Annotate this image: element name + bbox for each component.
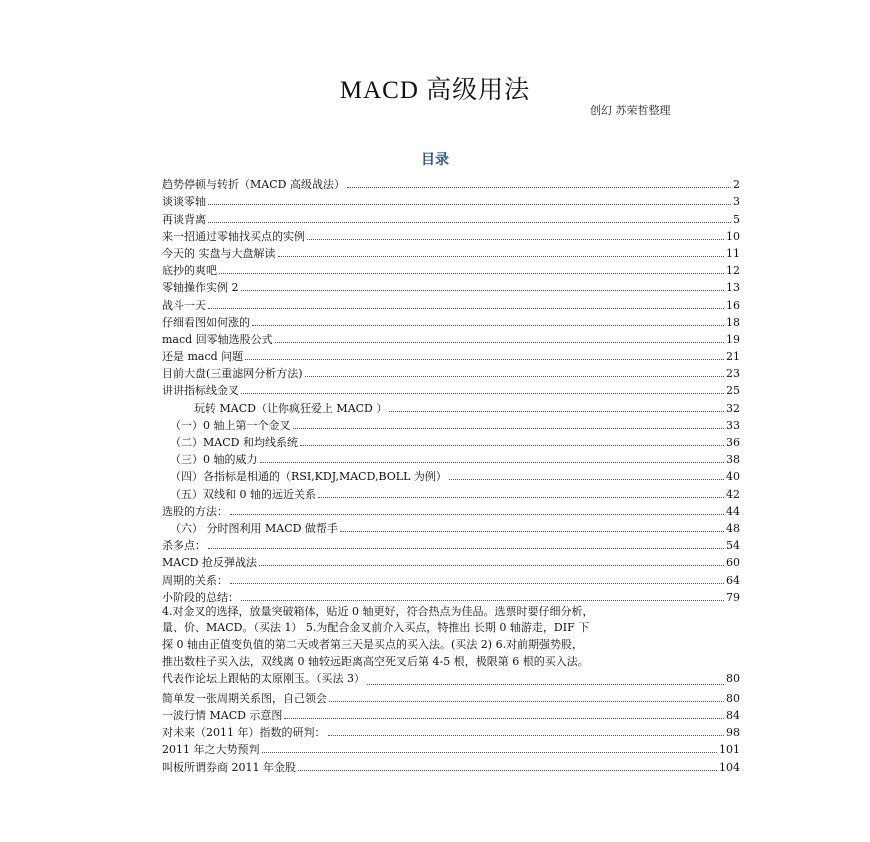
toc-entry-page: 11 (726, 246, 740, 260)
toc-entry-page: 16 (726, 298, 740, 312)
toc-entry[interactable] (162, 312, 740, 329)
toc-entry-title: 简单发一张周期关系图，自己领会 (162, 691, 327, 705)
toc-leader (262, 751, 718, 753)
toc-entry-page: 80 (726, 671, 740, 685)
toc-entry-title: 战斗一天 (162, 298, 206, 312)
toc-entry-title: 选股的方法： (162, 504, 228, 518)
toc-entry[interactable] (162, 483, 740, 500)
toc-entry[interactable] (162, 432, 740, 449)
toc-entry-page: 19 (726, 332, 740, 346)
table-of-contents (162, 174, 740, 774)
toc-entry[interactable] (162, 587, 740, 604)
toc-entry-title: 还是 macd 问题 (162, 350, 244, 364)
toc-entry[interactable] (162, 294, 740, 311)
toc-leader (252, 324, 724, 326)
toc-entry-title: 讲讲指标线金叉 (162, 384, 239, 398)
toc-entry-title: 小阶段的总结： (162, 590, 239, 604)
toc-leader (208, 203, 731, 205)
toc-entry-title: （六） 分时图利用 MACD 做帮手 (170, 521, 338, 535)
toc-entry[interactable] (162, 466, 740, 483)
toc-entry-page: 104 (719, 760, 740, 774)
toc-leader (208, 307, 724, 309)
toc-entry[interactable] (162, 739, 740, 756)
toc-entry-page: 38 (726, 453, 740, 467)
toc-leader (259, 564, 724, 566)
toc-leader (389, 410, 724, 412)
toc-leader (241, 392, 724, 394)
toc-entry[interactable] (162, 688, 740, 705)
author-line: 创幻 苏荣哲整理 (590, 104, 671, 117)
toc-entry[interactable] (162, 226, 740, 243)
toc-paragraph-entry[interactable] (162, 604, 740, 688)
toc-leader (230, 513, 724, 515)
toc-entry-title: 底抄的爽吧 (162, 264, 217, 278)
toc-entry[interactable] (162, 191, 740, 208)
toc-entry-title: 来一招通过零轴找买点的实例 (162, 229, 305, 243)
toc-entry[interactable] (162, 552, 740, 569)
toc-entry-title: （五）双线和 0 轴的远近关系 (170, 487, 316, 501)
toc-entry-page: 12 (726, 264, 740, 278)
toc-entry-title: 叫板所谓券商 2011 年金股 (162, 760, 296, 774)
toc-leader (298, 769, 717, 771)
toc-leader (208, 221, 731, 223)
toc-entry-page: 36 (726, 436, 740, 449)
toc-entry[interactable] (162, 380, 740, 397)
toc-leader (260, 461, 725, 463)
toc-leader (367, 683, 724, 685)
toc-entry[interactable] (162, 415, 740, 432)
toc-entry[interactable] (162, 329, 740, 346)
toc-entry-title: 趋势停顿与转折（MACD 高级战法） (162, 178, 345, 192)
toc-leader (340, 530, 724, 532)
toc-entry-title: 仔细看图如何涨的 (162, 315, 250, 329)
toc-paragraph-line: 探 0 轴由正值变负值的第二天或者第三天是买点的买入法。(买法 2) 6.对前期强势股， (162, 638, 584, 652)
toc-entry-page: 18 (726, 315, 740, 329)
toc-leader (275, 341, 724, 343)
toc-paragraph-line: 量、价、MACD。（买法 1） 5.为配合金叉前介入买点，特推出 长期 0 轴游走，DIF 下 (162, 621, 590, 635)
toc-leader (305, 375, 724, 377)
toc-leader (230, 582, 724, 584)
toc-entry-title: 周期的关系： (162, 573, 228, 587)
toc-entry-page: 42 (726, 487, 740, 501)
toc-leader (347, 186, 731, 188)
toc-entry[interactable] (162, 501, 740, 518)
toc-entry[interactable] (162, 208, 740, 225)
toc-entry[interactable] (162, 243, 740, 260)
toc-entry-page: 84 (726, 709, 740, 723)
toc-leader (284, 717, 724, 719)
toc-entry-page: 98 (726, 726, 740, 740)
toc-entry[interactable] (162, 705, 740, 722)
toc-entry[interactable] (162, 756, 740, 773)
toc-entry[interactable] (162, 722, 740, 739)
toc-leader (329, 700, 724, 702)
toc-leader (449, 478, 724, 480)
toc-entry-page: 5 (733, 212, 740, 226)
toc-leader (293, 427, 725, 429)
toc-entry-title: 玩转 MACD（让你疯狂爱上 MACD ） (194, 401, 388, 415)
toc-entry[interactable] (162, 260, 740, 277)
toc-leader (219, 272, 724, 274)
toc-entry-page: 33 (726, 418, 740, 432)
toc-leader (318, 496, 724, 498)
toc-entry-page: 54 (726, 539, 740, 553)
toc-entry-title: 目前大盘(三重滤网分析方法) (162, 367, 303, 381)
toc-leader (300, 444, 724, 446)
toc-leader (307, 238, 724, 240)
toc-entry-page: 40 (726, 470, 740, 484)
toc-entry[interactable] (162, 449, 740, 466)
toc-entry-title: （三）0 轴的威力 (170, 453, 258, 467)
toc-entry-page: 79 (726, 590, 740, 604)
toc-entry[interactable] (162, 535, 740, 552)
toc-entry-title: MACD 抢反弹战法 (162, 556, 257, 570)
toc-leader (328, 734, 725, 736)
toc-entry-title: 代表作论坛上跟帖的太原刚玉。（买法 3） (162, 671, 365, 685)
toc-entry[interactable] (162, 518, 740, 535)
toc-entry-title: 2011 年之大势预判 (162, 743, 260, 757)
toc-entry[interactable] (162, 569, 740, 586)
toc-entry-title: macd 回零轴选股公式 (162, 332, 273, 346)
toc-entry[interactable] (162, 346, 740, 363)
toc-leader (208, 547, 724, 549)
toc-entry-title: 对未来（2011 年）指数的研判： (162, 726, 326, 740)
toc-entry[interactable] (162, 174, 740, 191)
toc-entry-page: 23 (726, 367, 740, 381)
document-title: MACD 高级用法 (339, 77, 531, 104)
toc-entry[interactable] (162, 277, 740, 294)
toc-paragraph-last-line (162, 671, 740, 688)
toc-entry-page: 64 (726, 573, 740, 587)
toc-entry-page: 21 (726, 350, 740, 364)
toc-heading: 目录 (421, 152, 449, 168)
toc-leader (241, 289, 725, 291)
toc-leader (245, 358, 724, 360)
toc-entry-page: 25 (726, 384, 740, 398)
toc-entry-title: 今天的 实盘与大盘解读 (162, 246, 276, 260)
toc-entry-page: 32 (726, 401, 740, 415)
toc-entry-title: 零轴操作实例 2 (162, 281, 239, 295)
toc-entry-page: 13 (726, 281, 740, 295)
toc-entry-title: 一波行情 MACD 示意图 (162, 709, 283, 723)
toc-paragraph-line: 推出数柱子买入法，双线离 0 轴较远距离高空死叉后第 4-5 根，极限第 6 根的买入法。 (162, 655, 589, 669)
toc-entry-page: 10 (726, 229, 740, 243)
toc-entry[interactable] (162, 397, 740, 414)
toc-entry-page: 3 (733, 195, 740, 209)
toc-entry-page: 44 (726, 504, 740, 518)
toc-entry-title: （一）0 轴上第一个金叉 (170, 418, 291, 432)
toc-entry-title: 再谈背离 (162, 212, 206, 226)
toc-entry-page: 2 (733, 178, 740, 192)
toc-leader (241, 599, 724, 601)
toc-entry-title: 谈谈零轴 (162, 195, 206, 209)
toc-entry-title: （二）MACD 和均线系统 (170, 436, 298, 449)
toc-entry-title: 杀多点： (162, 539, 206, 553)
toc-leader (278, 255, 725, 257)
toc-entry-page: 101 (719, 743, 740, 757)
toc-entry-page: 60 (726, 556, 740, 570)
toc-entry-page: 48 (726, 521, 740, 535)
toc-entry-title: （四）各指标是相通的（RSI,KDJ,MACD,BOLL 为例） (170, 470, 447, 484)
toc-paragraph-line: 4.对金叉的选择，放量突破箱体，贴近 0 轴更好，符合热点为佳品。选票时要仔细分析， (162, 604, 594, 618)
toc-entry-page: 80 (726, 691, 740, 705)
toc-entry[interactable] (162, 363, 740, 380)
